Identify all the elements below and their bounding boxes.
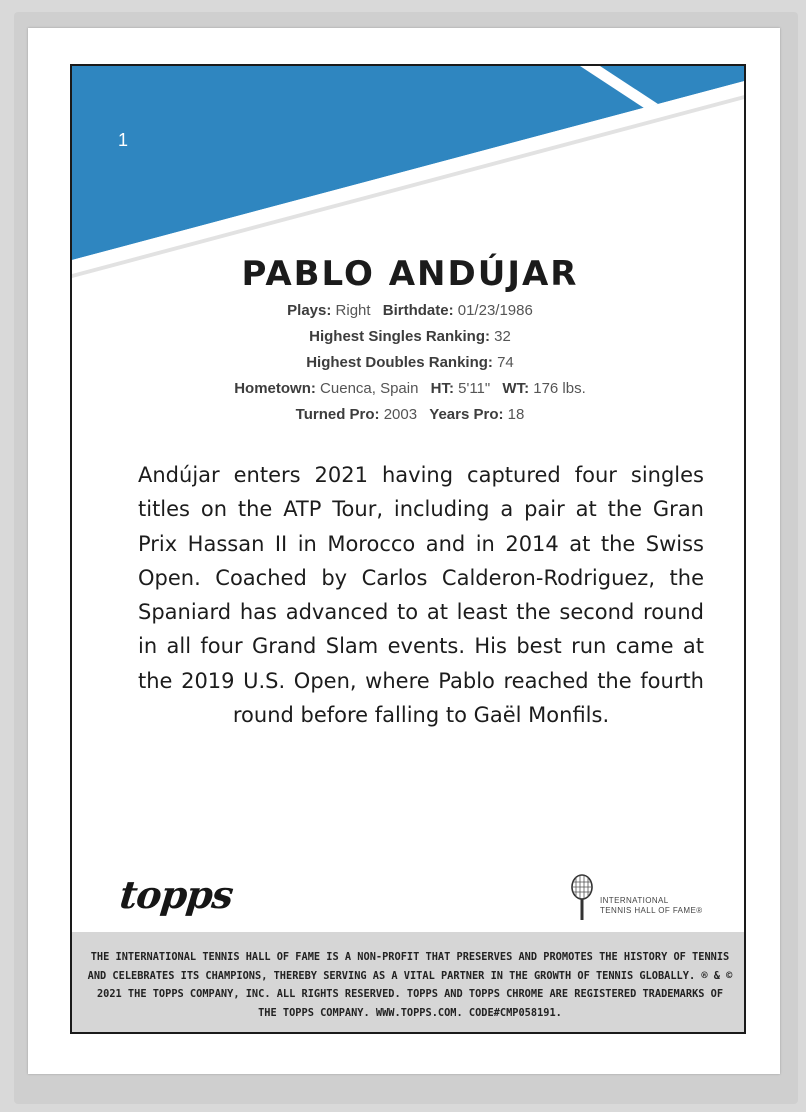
ithf-wordmark — [600, 896, 703, 916]
player-bio: Andújar enters 2021 having captured four singles titles on the ATP Tour, including a pair at the Gran Prix Hassan II in Morocco and in 2014 at the Swiss Open. Coached by Carlos Calderon-Rodriguez, the Spaniard has advanced to at least the second round in all four Grand Slam events. His best run came at the 2019 U.S. Open, where Pablo reached the fourth round before falling to Gaël Monfils. — [138, 463, 704, 728]
singles-ranking-label: Highest Singles Ranking: — [309, 328, 490, 345]
stat-row-pro — [72, 402, 746, 428]
turned-pro-value: 2003 — [383, 406, 418, 423]
birthdate-value: 01/23/1986 — [457, 302, 533, 319]
court-banner — [72, 66, 746, 286]
weight-value: 176 lbs. — [533, 380, 586, 397]
footer-line-4: THE TOPPS COMPANY. WWW.TOPPS.COM. CODE#CMP058191. — [258, 1006, 562, 1019]
singles-ranking-value: 32 — [494, 328, 511, 345]
tennis-racket-icon — [570, 874, 596, 924]
ithf-line-1: INTERNATIONAL — [600, 896, 669, 905]
legal-footer — [72, 932, 746, 1034]
player-stats — [72, 298, 746, 428]
plays-value: Right — [335, 302, 371, 319]
hometown-label: Hometown: — [234, 380, 316, 397]
years-pro-label: Years Pro: — [429, 406, 504, 423]
footer-line-1: THE INTERNATIONAL TENNIS HALL OF FAME IS A NON-PROFIT THAT PRESERVES AND PROMOTES THE HISTORY OF TENNIS — [90, 951, 730, 963]
weight-label: WT: — [502, 380, 530, 397]
stat-row-hometown — [72, 376, 746, 402]
doubles-ranking-value: 74 — [497, 354, 514, 371]
plays-label: Plays: — [287, 302, 332, 319]
footer-line-2: AND CELEBRATES ITS CHAMPIONS, THEREBY SERVING AS A VITAL PARTNER IN THE GROWTH OF TENNIS GLOBALLY. ® & © — [87, 969, 733, 982]
years-pro-value: 18 — [507, 406, 525, 423]
court-blue-surface — [72, 66, 746, 260]
doubles-ranking-label: Highest Doubles Ranking: — [306, 354, 493, 371]
player-name: PABLO ANDÚJAR — [241, 254, 579, 294]
ithf-line-2: TENNIS HALL OF FAME® — [600, 906, 703, 915]
stat-row-plays — [72, 298, 746, 324]
stat-row-singles — [72, 324, 746, 350]
card-frame — [70, 64, 746, 1034]
card-number: 1 — [118, 130, 129, 150]
height-value: 5'11" — [458, 380, 491, 397]
ithf-logo — [570, 874, 730, 924]
turned-pro-label: Turned Pro: — [295, 406, 380, 423]
height-label: HT: — [430, 380, 454, 397]
footer-line-3: 2021 THE TOPPS COMPANY, INC. ALL RIGHTS RESERVED. TOPPS AND TOPPS CHROME ARE REGISTERED TRADEMARKS OF — [96, 988, 724, 1000]
stat-row-doubles — [72, 350, 746, 376]
topps-logo: topps — [117, 872, 235, 917]
hometown-value: Cuenca, Spain — [320, 380, 419, 397]
birthdate-label: Birthdate: — [382, 302, 454, 319]
